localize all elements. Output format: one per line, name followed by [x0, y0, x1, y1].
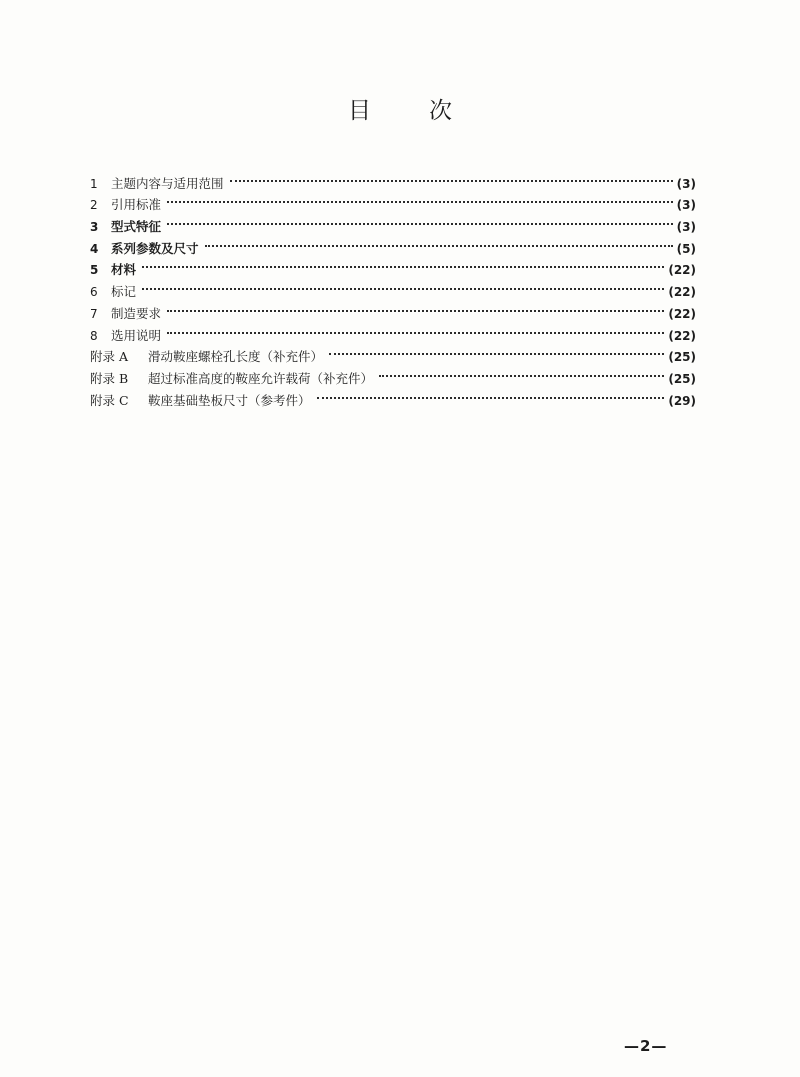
- toc-entry-7[interactable]: [90, 296, 696, 321]
- toc-entry-number: 附录 B: [90, 370, 129, 386]
- toc-entry-page: (22): [668, 285, 696, 300]
- page-title-char-1: 目: [348, 98, 371, 124]
- dot-leader: [142, 253, 664, 275]
- dot-leader: [142, 274, 664, 296]
- dot-leader: [205, 231, 673, 253]
- dot-leader: [167, 318, 664, 340]
- toc-entry-number: 7: [90, 306, 98, 321]
- toc-entry-number: 附录 C: [90, 392, 129, 408]
- dot-leader: [167, 296, 664, 318]
- toc-entry-page: (29): [668, 393, 696, 408]
- toc-entry-title: 滑动鞍座螺栓孔长度（补充件）: [148, 349, 324, 365]
- dot-leader: [167, 209, 673, 231]
- toc-entry-3[interactable]: [90, 209, 696, 235]
- toc-entry-number: 6: [90, 285, 98, 300]
- toc-entry-page: (22): [668, 328, 696, 343]
- toc-entry-title: 选用说明: [111, 327, 162, 343]
- toc-entry-appendix-a[interactable]: [90, 340, 696, 365]
- page-title: [0, 92, 800, 125]
- dot-leader: [329, 340, 664, 362]
- toc-entry-title: 制造要求: [111, 305, 162, 321]
- toc-entry-4[interactable]: [90, 231, 696, 256]
- toc-entry-title: 鞍座基础垫板尺寸（参考件）: [148, 392, 311, 408]
- toc-entry-title: 系列参数及尺寸: [111, 240, 199, 256]
- toc-entry-title: 主题内容与适用范围: [111, 175, 224, 191]
- dot-leader: [230, 166, 673, 188]
- toc-entry-page: (3): [676, 198, 696, 213]
- toc-entry-page: (25): [668, 350, 696, 365]
- toc-entry-number: 1: [90, 176, 98, 191]
- toc-entry-page: (5): [676, 241, 696, 256]
- toc-entry-number: 4: [90, 241, 99, 256]
- toc-entry-6[interactable]: [90, 274, 696, 300]
- toc-entry-page: (3): [676, 176, 696, 191]
- toc-entry-page: (22): [668, 263, 696, 278]
- page-title-char-2: 次: [429, 98, 452, 124]
- dot-leader: [167, 188, 673, 210]
- toc-entry-number: 8: [90, 328, 98, 343]
- toc-entry-2[interactable]: [90, 188, 696, 213]
- toc-entry-title: 超过标准高度的鞍座允许载荷（补充件）: [148, 370, 374, 386]
- table-of-contents: [90, 166, 696, 408]
- toc-entry-title: 材料: [111, 262, 137, 278]
- toc-entry-5[interactable]: [90, 253, 696, 278]
- toc-entry-number: 附录 A: [90, 349, 129, 365]
- page-number: —2—: [624, 1037, 668, 1055]
- toc-entry-title: 型式特征: [111, 219, 162, 235]
- toc-entry-title: 标记: [111, 284, 137, 300]
- toc-entry-number: 5: [90, 263, 99, 278]
- toc-entry-8[interactable]: [90, 318, 696, 343]
- toc-entry-number: 3: [90, 220, 99, 235]
- toc-entry-1[interactable]: [90, 166, 696, 191]
- toc-entry-page: (3): [676, 220, 696, 235]
- toc-entry-page: (22): [668, 306, 696, 321]
- toc-entry-number: 2: [90, 198, 98, 213]
- toc-entry-page: (25): [668, 371, 696, 386]
- toc-entry-title: 引用标准: [111, 197, 162, 213]
- dot-leader: [379, 361, 664, 383]
- dot-leader: [317, 383, 665, 405]
